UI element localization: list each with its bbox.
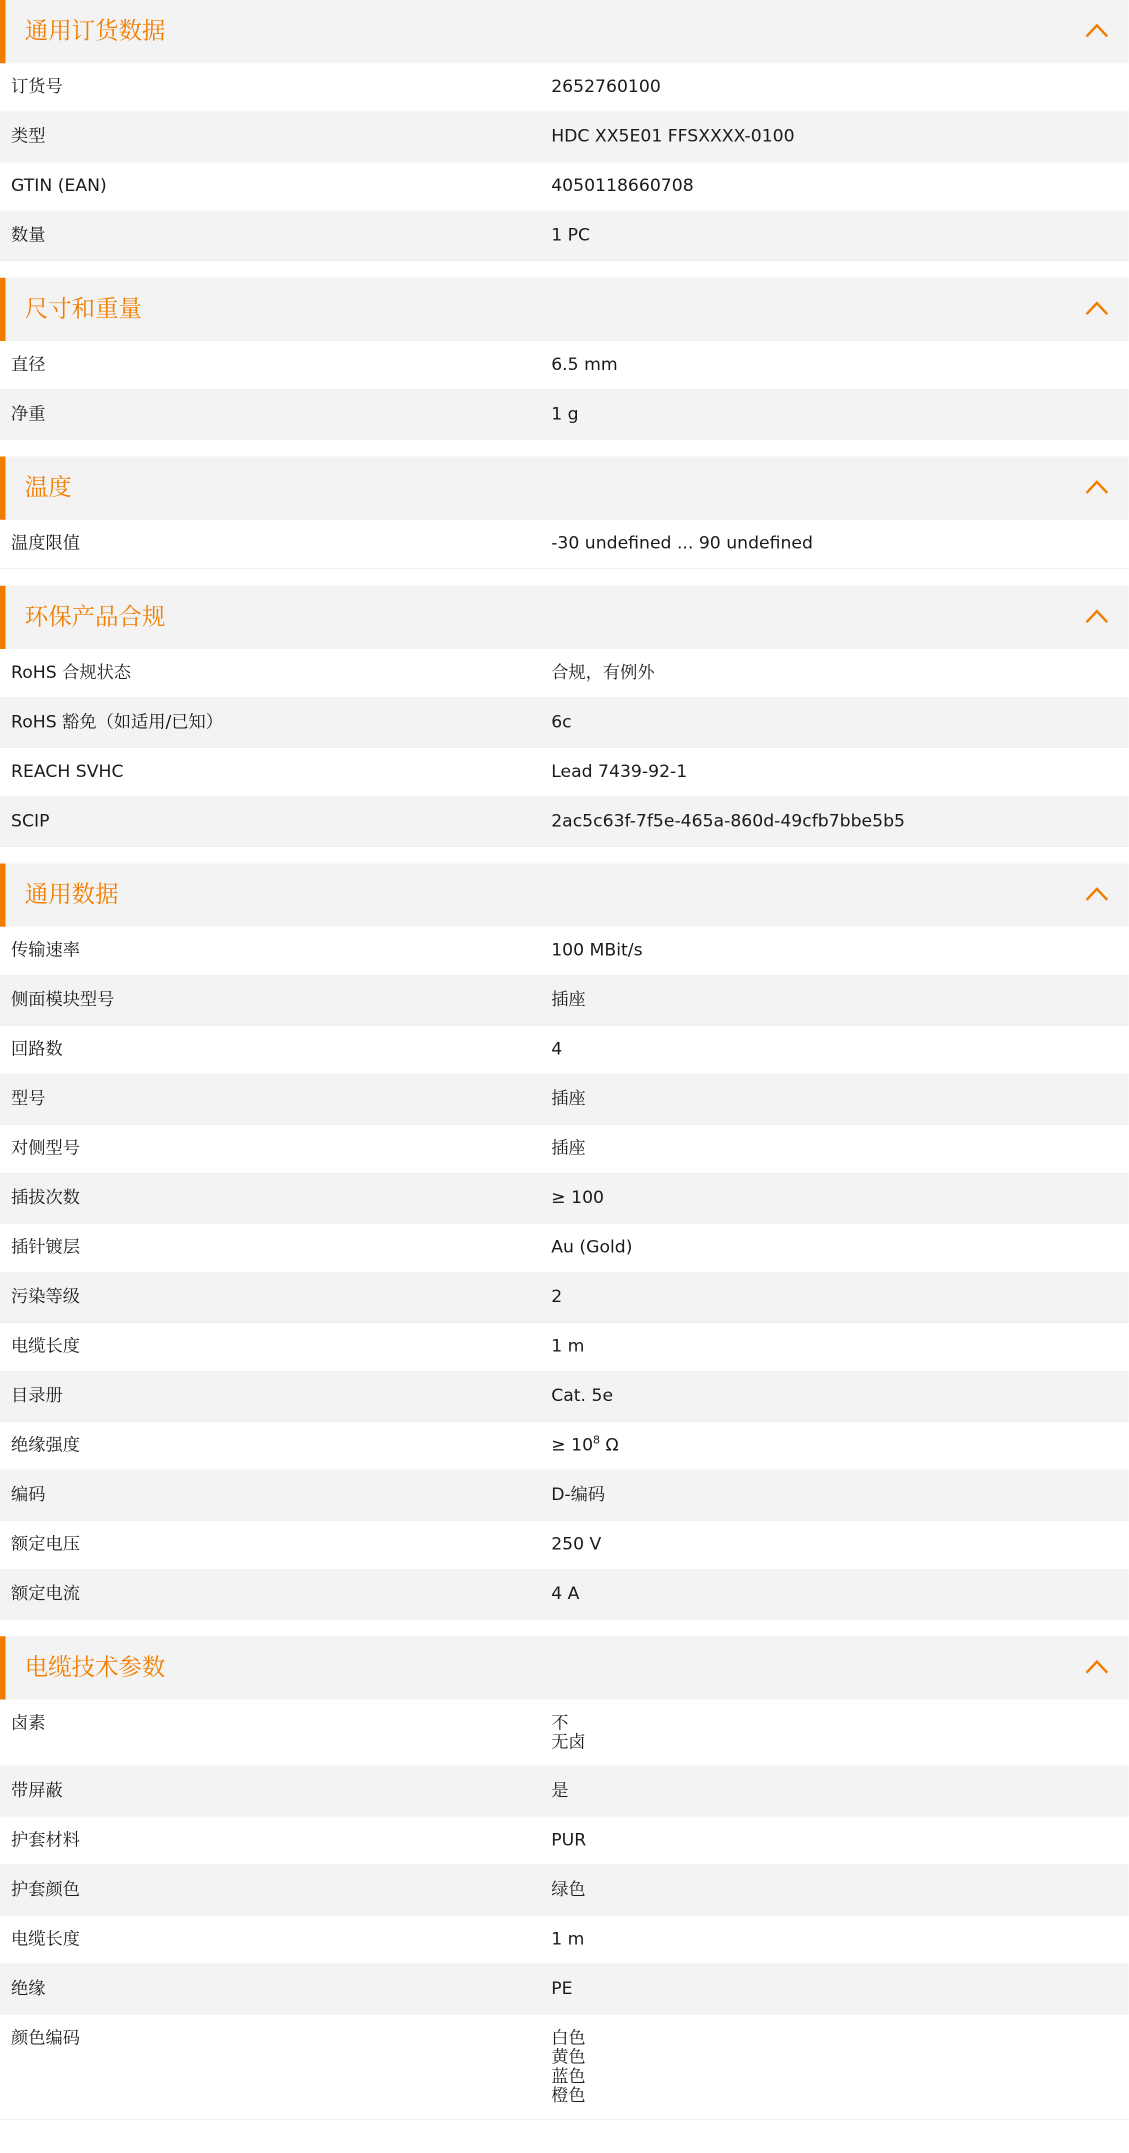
table-row bbox=[0, 927, 1129, 977]
row-label: GTIN (EAN) bbox=[11, 174, 107, 196]
row-label: 型号 bbox=[11, 1087, 46, 1109]
row-value: 6.5 mm bbox=[551, 353, 618, 374]
table-row bbox=[0, 798, 1129, 848]
section-dimensions-weight bbox=[0, 278, 1129, 440]
row-label: 绝缘强度 bbox=[11, 1434, 80, 1455]
section-title: 通用数据 bbox=[24, 881, 119, 909]
table-row bbox=[0, 699, 1129, 749]
table-row bbox=[0, 1866, 1129, 1916]
row-label: 侧面模块型号 bbox=[11, 988, 115, 1010]
row-label: 数量 bbox=[11, 224, 46, 245]
table-row bbox=[0, 1471, 1129, 1521]
value-base: ≥ 10 bbox=[551, 1434, 594, 1455]
row-value: HDC XX5E01 FFSXXXX-0100 bbox=[551, 125, 795, 146]
table-row bbox=[0, 1700, 1129, 1767]
section-title: 通用订货数据 bbox=[24, 17, 166, 46]
row-label: 护套材料 bbox=[11, 1828, 80, 1850]
row-value: 6c bbox=[551, 710, 572, 732]
row-label: 插针镀层 bbox=[11, 1236, 80, 1257]
table-row bbox=[0, 649, 1129, 699]
row-label: 插拔次数 bbox=[11, 1186, 80, 1208]
table-row bbox=[0, 1570, 1129, 1620]
row-label: 订货号 bbox=[11, 75, 63, 97]
value-line: 橙色 bbox=[551, 2084, 586, 2106]
row-value: 绿色 bbox=[551, 1878, 586, 1899]
table-row bbox=[0, 1965, 1129, 2015]
section-general-ordering-data bbox=[0, 0, 1129, 261]
table-row bbox=[0, 1915, 1129, 1965]
chevron-up-icon[interactable] bbox=[1084, 886, 1109, 903]
chevron-up-icon[interactable] bbox=[1084, 22, 1109, 39]
table-row bbox=[0, 63, 1129, 113]
value-line: 白色 bbox=[551, 2026, 586, 2048]
table-row bbox=[0, 1026, 1129, 1076]
table-row bbox=[0, 1125, 1129, 1175]
row-value: Au (Gold) bbox=[551, 1236, 633, 1257]
value-line: 蓝色 bbox=[551, 2065, 586, 2086]
chevron-up-icon[interactable] bbox=[1084, 479, 1109, 496]
row-value: 插座 bbox=[551, 1137, 586, 1158]
row-value: 2 bbox=[551, 1285, 563, 1307]
row-value bbox=[540, 1422, 1128, 1470]
row-value: 是 bbox=[551, 1779, 569, 1800]
row-value: Lead 7439-92-1 bbox=[551, 760, 688, 781]
row-label: 颜色编码 bbox=[11, 2026, 80, 2048]
row-label: 卤素 bbox=[11, 1711, 46, 1733]
row-label: 带屏蔽 bbox=[11, 1779, 63, 1800]
row-value: PUR bbox=[551, 1828, 587, 1850]
row-value: 插座 bbox=[551, 988, 586, 1010]
row-label: 编码 bbox=[11, 1483, 46, 1505]
row-value: 250 V bbox=[551, 1533, 602, 1554]
row-value: 合规，有例外 bbox=[551, 661, 655, 682]
section-header[interactable] bbox=[0, 278, 1129, 341]
row-label: RoHS 豁免（如适用/已知） bbox=[11, 710, 223, 732]
row-label: 额定电流 bbox=[11, 1582, 80, 1604]
row-label: 类型 bbox=[11, 125, 46, 146]
row-value: 1 PC bbox=[551, 224, 591, 245]
row-label: 传输速率 bbox=[11, 939, 80, 960]
value-exponent: 8 bbox=[593, 1433, 601, 1447]
row-value: Cat. 5e bbox=[551, 1384, 614, 1406]
chevron-up-icon[interactable] bbox=[1084, 1658, 1109, 1675]
row-value bbox=[540, 2014, 1128, 2119]
row-value: 100 MBit/s bbox=[551, 939, 643, 960]
value-unit: Ω bbox=[600, 1434, 619, 1455]
row-value: PE bbox=[551, 1977, 573, 1998]
table-row bbox=[0, 1273, 1129, 1323]
table-row bbox=[0, 976, 1129, 1026]
section-header[interactable] bbox=[0, 1636, 1129, 1699]
section-header[interactable] bbox=[0, 0, 1129, 63]
chevron-up-icon[interactable] bbox=[1084, 608, 1109, 625]
table-row bbox=[0, 1323, 1129, 1373]
value-line: 黄色 bbox=[551, 2046, 586, 2067]
table-row bbox=[0, 2014, 1129, 2120]
table-row bbox=[0, 341, 1129, 391]
row-label: REACH SVHC bbox=[11, 760, 124, 781]
table-row bbox=[0, 391, 1129, 441]
row-label: 净重 bbox=[11, 402, 46, 424]
row-label: 直径 bbox=[11, 353, 46, 374]
row-value: 4 bbox=[551, 1038, 563, 1059]
section-header[interactable] bbox=[0, 864, 1129, 927]
row-label: 额定电压 bbox=[11, 1533, 80, 1554]
section-cable-technical-parameters bbox=[0, 1636, 1129, 2120]
row-value: 2ac5c63f-7f5e-465a-860d-49cfb7bbe5b5 bbox=[551, 809, 906, 831]
table-row bbox=[0, 162, 1129, 212]
table-row bbox=[0, 1767, 1129, 1817]
table-row bbox=[0, 1422, 1129, 1472]
value-line: 无卤 bbox=[551, 1731, 586, 1752]
chevron-up-icon[interactable] bbox=[1084, 300, 1109, 317]
row-value: 插座 bbox=[551, 1087, 586, 1109]
row-label: RoHS 合规状态 bbox=[11, 661, 132, 682]
row-value: 1 g bbox=[551, 402, 579, 424]
row-label: 对侧型号 bbox=[11, 1137, 80, 1158]
section-header[interactable] bbox=[0, 457, 1129, 520]
row-label: 电缆长度 bbox=[11, 1927, 80, 1949]
table-row bbox=[0, 113, 1129, 163]
row-value: 1 m bbox=[551, 1927, 585, 1949]
table-row bbox=[0, 1224, 1129, 1274]
row-label: 护套颜色 bbox=[11, 1878, 80, 1899]
row-value: -30 undefined ... 90 undefined bbox=[551, 532, 813, 553]
table-row bbox=[0, 1075, 1129, 1125]
table-row bbox=[0, 1372, 1129, 1422]
section-title: 环保产品合规 bbox=[24, 603, 166, 632]
row-value: 2652760100 bbox=[551, 75, 661, 97]
row-label: 绝缘 bbox=[11, 1977, 46, 1998]
section-general-data bbox=[0, 864, 1129, 1620]
row-label: 污染等级 bbox=[11, 1285, 80, 1307]
value-line: 不 bbox=[551, 1711, 569, 1733]
section-title: 温度 bbox=[24, 474, 72, 502]
section-title: 尺寸和重量 bbox=[24, 295, 142, 324]
section-temperature bbox=[0, 457, 1129, 570]
table-row bbox=[0, 520, 1129, 570]
row-label: 目录册 bbox=[11, 1384, 63, 1406]
row-label: 电缆长度 bbox=[11, 1335, 80, 1356]
section-environmental-compliance bbox=[0, 586, 1129, 847]
row-value: 4 A bbox=[551, 1582, 580, 1604]
table-row bbox=[0, 1521, 1129, 1571]
row-label: SCIP bbox=[11, 809, 50, 831]
row-value: 4050118660708 bbox=[551, 174, 694, 196]
row-value bbox=[540, 1700, 1128, 1766]
table-row bbox=[0, 212, 1129, 262]
row-value: D-编码 bbox=[551, 1483, 606, 1505]
section-title: 电缆技术参数 bbox=[24, 1654, 166, 1682]
row-value: 1 m bbox=[551, 1335, 585, 1356]
row-label: 温度限值 bbox=[11, 532, 80, 553]
section-header[interactable] bbox=[0, 586, 1129, 649]
table-row bbox=[0, 1174, 1129, 1224]
table-row bbox=[0, 1816, 1129, 1866]
table-row bbox=[0, 748, 1129, 798]
row-label: 回路数 bbox=[11, 1038, 63, 1059]
row-value: ≥ 100 bbox=[551, 1186, 604, 1208]
